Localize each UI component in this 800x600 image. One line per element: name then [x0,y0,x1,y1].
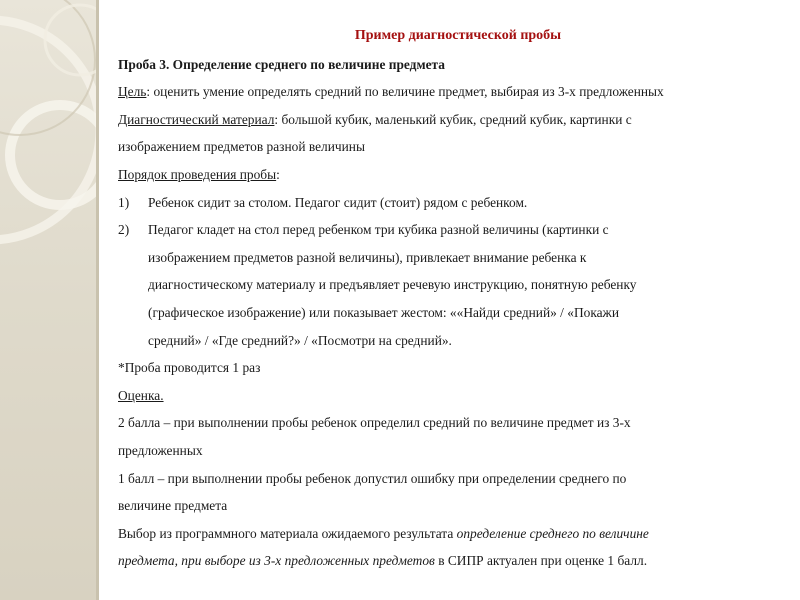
probe-subtitle: Проба 3. Определение среднего по величине предмета [118,56,445,72]
step-number: 2) [118,222,130,238]
decorative-circles-graphic [0,0,96,600]
goal-text: : оценить умение определять средний по величине предмет, выбирая из 3-х предложенных [146,84,664,100]
step-1 [118,189,758,217]
score-label: Оценка. [118,387,164,403]
material-text: : большой кубик, маленький кубик, средний кубик, картинки с [274,111,632,127]
material-label: Диагностический материал [118,111,275,127]
step-number: 1) [118,194,130,210]
slide-content [118,22,758,575]
choice-text: Выбор из программного материала ожидаемого результата [118,525,457,541]
score-1-text: 1 балл – при выполнении пробы ребенок допустил ошибку при определении среднего по [118,470,627,486]
slide-title: Пример диагностической пробы [354,28,562,43]
step-2-cont: (графическое изображение) или показывает жестом: ««Найди средний» / «Покажи [148,304,619,320]
choice-italic: предмета, при выборе из 3-х предложенных предметов [118,553,435,569]
score-2-text-cont: предложенных [118,442,203,458]
decorative-sidebar [0,0,96,600]
step-2-cont: диагностическому материалу и предъявляет речевую инструкцию, понятную ребенку [148,277,637,293]
choice-paragraph [118,520,758,548]
step-text: Ребенок сидит за столом. Педагог сидит (стоит) рядом с ребенком. [148,194,528,210]
choice-text: в СИПР актуален при оценке 1 балл. [434,553,648,569]
procedure-heading [118,161,758,189]
score-heading [118,382,758,410]
score-1-text-cont: величине предмета [118,498,228,514]
material-paragraph [118,106,758,134]
choice-italic: определение среднего по величине [456,525,649,541]
choice-paragraph-cont [118,547,758,575]
note: *Проба проводится 1 раз [118,360,261,376]
goal-label: Цель [118,84,147,100]
material-text-cont: изображением предметов разной величины [118,139,365,155]
step-2-cont: изображением предметов разной величины), привлекает внимание ребенка к [148,249,587,265]
step-2-cont: средний» / «Где средний?» / «Посмотри на средний». [148,332,452,348]
procedure-label: Порядок проведения пробы [118,166,277,182]
sidebar-divider [96,0,99,600]
step-2 [118,216,758,244]
goal-paragraph [118,78,758,106]
procedure-colon: : [276,166,280,182]
score-2-text: 2 балла – при выполнении пробы ребенок определил средний по величине предмет из 3-х [118,415,631,431]
step-text: Педагог кладет на стол перед ребенком три кубика разной величины (картинки с [148,222,609,238]
